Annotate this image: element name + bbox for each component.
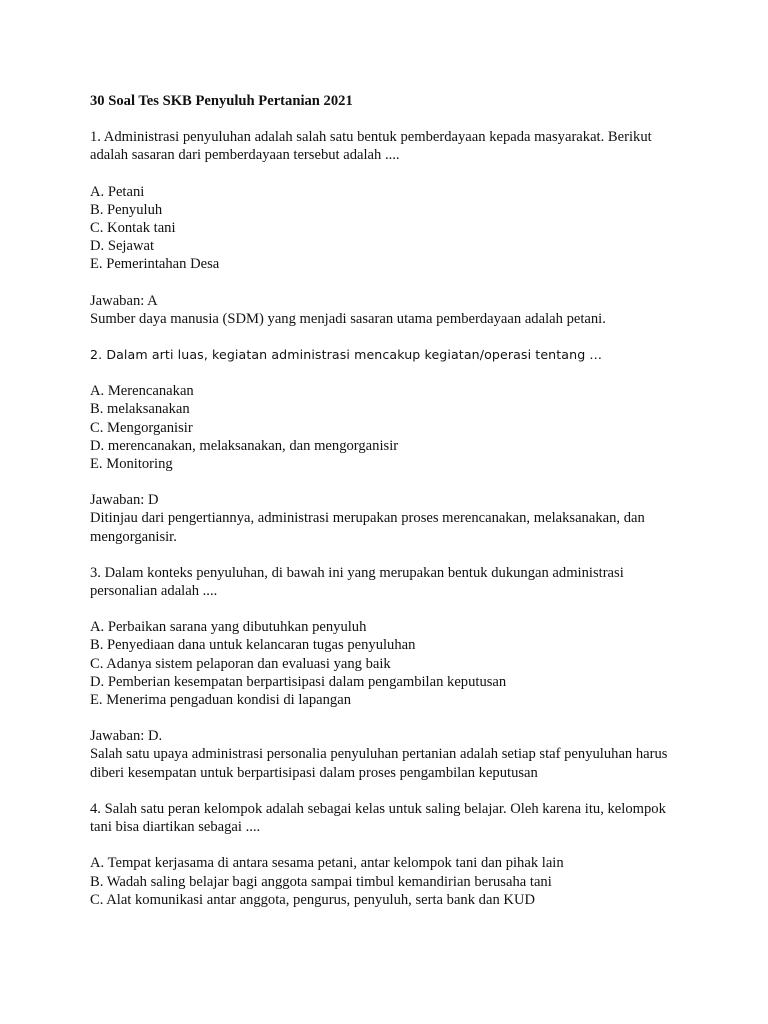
option: B. Penyediaan dana untuk kelancaran tugas penyuluhan xyxy=(90,637,416,654)
option: A. Merencanakan xyxy=(90,383,194,400)
answer-explanation: Ditinjau dari pengertiannya, administrasi merupakan proses merencanakan, melaksanakan, dan mengorganisir. xyxy=(90,510,645,545)
option: B. melaksanakan xyxy=(90,401,190,418)
option: E. Pemerintahan Desa xyxy=(90,256,220,273)
option: A. Petani xyxy=(90,183,145,200)
option: A. Tempat kerjasama di antara sesama petani, antar kelompok tani dan pihak lain xyxy=(90,855,564,872)
option: E. Monitoring xyxy=(90,456,173,473)
answer-label: Jawaban: A xyxy=(90,292,158,309)
question-text: 4. Salah satu peran kelompok adalah sebagai kelas untuk saling belajar. Oleh karena itu, kelompok tani bisa diartikan sebagai .... xyxy=(90,800,666,836)
question-3 xyxy=(90,564,690,782)
option: D. Pemberian kesempatan berpartisipasi dalam pengambilan keputusan xyxy=(90,673,507,690)
question-text: 1. Administrasi penyuluhan adalah salah satu bentuk pemberdayaan kepada masyarakat. Berikut adalah sasaran dari pemberdayaan tersebut adalah .... xyxy=(90,129,652,164)
option: C. Alat komunikasi antar anggota, pengurus, penyuluh, serta bank dan KUD xyxy=(90,891,536,908)
question-1 xyxy=(90,128,690,328)
answer-explanation: Salah satu upaya administrasi personalia penyuluhan pertanian adalah setiap staf penyuluhan harus diberi kesempatan untuk berpartisipasi dalam proses pengambilan keputusan xyxy=(90,746,668,781)
option: B. Penyuluh xyxy=(90,201,163,218)
option: C. Kontak tani xyxy=(90,220,176,237)
answer-explanation: Sumber daya manusia (SDM) yang menjadi sasaran utama pemberdayaan adalah petani. xyxy=(90,310,606,327)
option: C. Mengorganisir xyxy=(90,419,193,436)
option: D. merencanakan, melaksanakan, dan mengorganisir xyxy=(90,437,399,454)
answer-label: Jawaban: D. xyxy=(90,728,163,745)
document-title: 30 Soal Tes SKB Penyuluh Pertanian 2021 xyxy=(90,93,353,109)
option: D. Sejawat xyxy=(90,238,155,255)
question-2 xyxy=(90,346,690,546)
question-text: 3. Dalam konteks penyuluhan, di bawah ini yang merupakan bentuk dukungan administrasi personalian adalah .... xyxy=(90,564,624,600)
option: B. Wadah saling belajar bagi anggota sampai timbul kemandirian berusaha tani xyxy=(90,873,552,890)
answer-label: Jawaban: D xyxy=(90,492,159,509)
question-4 xyxy=(90,800,690,909)
option: A. Perbaikan sarana yang dibutuhkan penyuluh xyxy=(90,619,367,636)
document-page xyxy=(90,92,690,909)
option: E. Menerima pengaduan kondisi di lapangan xyxy=(90,692,351,709)
question-text: 2. Dalam arti luas, kegiatan administrasi mencakup kegiatan/operasi tentang … xyxy=(90,347,603,363)
option: C. Adanya sistem pelaporan dan evaluasi yang baik xyxy=(90,655,391,672)
